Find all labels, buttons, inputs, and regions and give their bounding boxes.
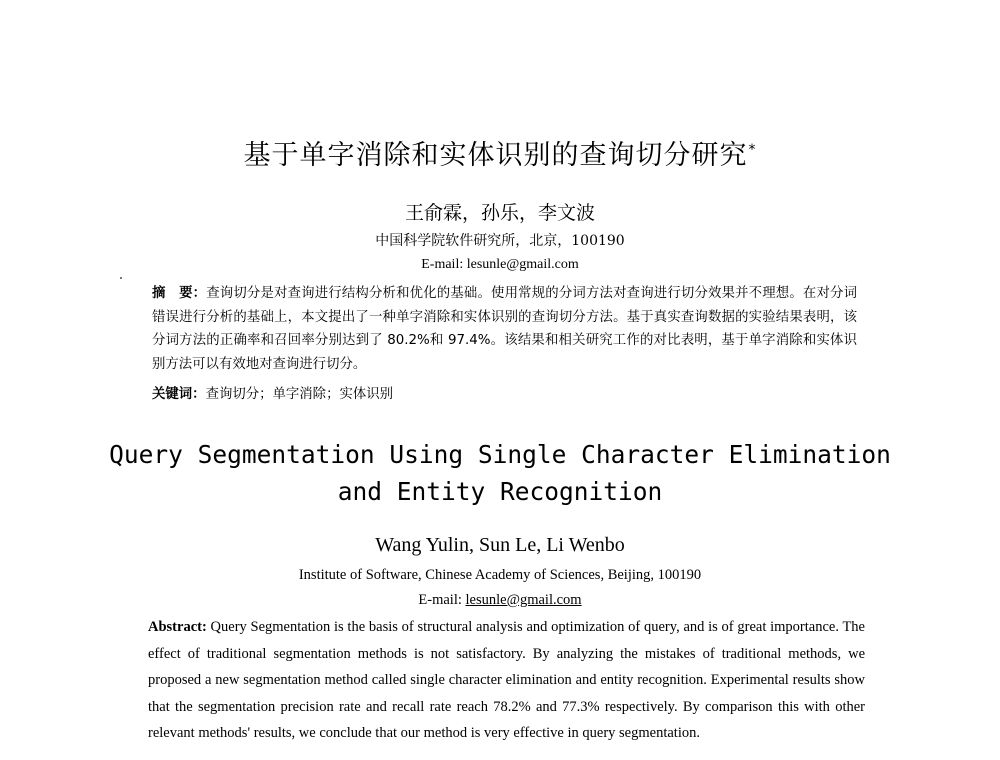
chinese-abstract	[152, 282, 857, 376]
chinese-abstract-label: 摘 要：	[152, 286, 207, 301]
chinese-keywords-label: 关键词：	[152, 387, 206, 402]
chinese-affiliation: 中国科学院软件研究所，北京，100190	[375, 233, 625, 249]
english-abstract-label: Abstract:	[148, 619, 207, 635]
english-title	[0, 436, 1000, 510]
english-abstract-text: Query Segmentation is the basis of structural analysis and optimization of query, and is of great importance. The effect of traditional segmentation methods is not satisfactory. By analyzing the mistakes of traditional methods, we proposed a new segmentation method called single character elimination and entity recognition. Experimental results show that the segmentation precision rate and recall rate reach 78.2% and 77.3% respectively. By comparison this with other relevant methods' results, we conclude that our method is very effective in query segmentation.	[148, 619, 865, 741]
chinese-authors: 王俞霖，孙乐，李文波	[404, 202, 595, 224]
english-title-line-1: Query Segmentation Using Single Character Elimination	[109, 440, 891, 469]
english-email-link[interactable]: lesunle@gmail.com	[465, 592, 582, 608]
title-footnote-mark: *	[748, 142, 757, 158]
chinese-abstract-text: 查询切分是对查询进行结构分析和优化的基础。使用常规的分词方法对查询进行切分效果并不理想。在对分词错误进行分析的基础上，本文提出了一种单字消除和实体识别的查询切分方法。基于真实查询数据的实验结果表明，该分词方法的正确率和召回率分别达到了 80.2%和 97.4%。该结果和相关研究工作的对比表明，基于单字消除和实体识别方法可以有效地对查询进行切分。	[152, 286, 858, 372]
chinese-keywords-text: 查询切分；单字消除；实体识别	[205, 387, 394, 402]
chinese-title-text: 基于单字消除和实体识别的查询切分研究	[243, 140, 748, 171]
chinese-email: E-mail: lesunle@gmail.com	[421, 257, 579, 272]
english-title-line-2: and Entity Recognition	[337, 477, 663, 506]
english-abstract	[148, 614, 865, 747]
scan-speck	[120, 277, 122, 279]
english-email	[0, 592, 1000, 609]
chinese-title	[0, 133, 1000, 172]
english-authors: Wang Yulin, Sun Le, Li Wenbo	[375, 534, 625, 556]
english-email-label: E-mail:	[418, 592, 466, 608]
chinese-keywords	[152, 383, 857, 402]
english-affiliation: Institute of Software, Chinese Academy of Sciences, Beijing, 100190	[298, 567, 702, 583]
